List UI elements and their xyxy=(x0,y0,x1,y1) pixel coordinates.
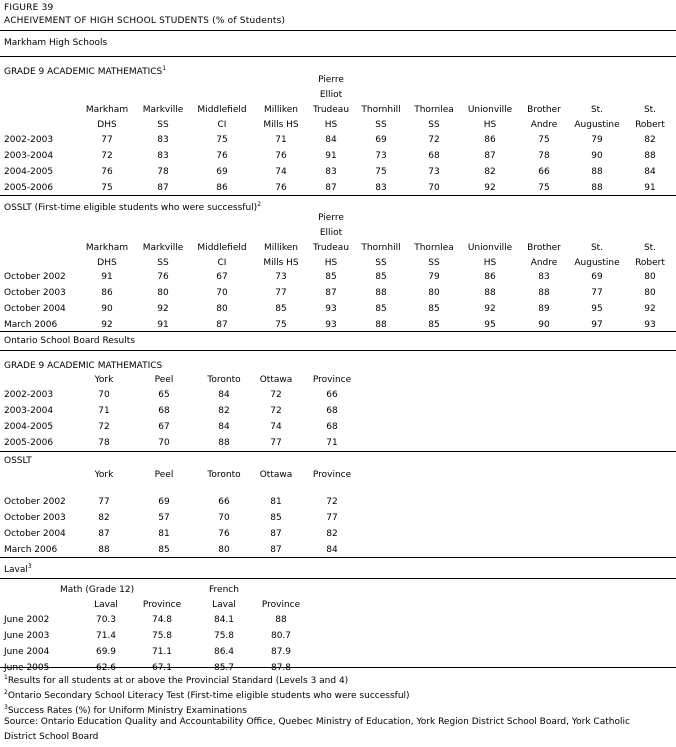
column-header: Toronto xyxy=(207,375,241,385)
table-cell: 83 xyxy=(157,151,169,161)
table-cell: 69 xyxy=(158,497,170,507)
table-cell: 87 xyxy=(98,529,110,539)
divider xyxy=(0,30,676,31)
column-header: Province xyxy=(312,470,352,480)
column-header: Mills HS xyxy=(263,120,299,130)
table-cell: 82 xyxy=(218,406,230,416)
table-cell: 80.7 xyxy=(270,631,292,641)
table-cell: 57 xyxy=(158,513,170,523)
column-header: St. xyxy=(590,243,604,253)
table-cell: 84.1 xyxy=(213,615,235,625)
column-header: Trudeau xyxy=(312,243,350,253)
table-cell: 73 xyxy=(428,167,440,177)
table-cell: 75 xyxy=(101,183,113,193)
table-cell: 75 xyxy=(538,183,550,193)
table-cell: 78 xyxy=(538,151,550,161)
table-cell: 92 xyxy=(644,304,656,314)
table-cell: 90 xyxy=(538,320,550,330)
table-cell: 79 xyxy=(428,272,440,282)
column-header: SS xyxy=(375,258,387,268)
column-header: Peel xyxy=(154,470,174,480)
table-cell: 87.8 xyxy=(270,663,292,673)
figure-title: ACHEIVEMENT OF HIGH SCHOOL STUDENTS (% of Students) xyxy=(4,16,286,26)
table-cell: 70 xyxy=(216,288,228,298)
column-header: Markville xyxy=(142,105,184,115)
table-cell: 91 xyxy=(644,183,656,193)
ontario-math-title: GRADE 9 ACADEMIC MATHEMATICS xyxy=(4,361,163,371)
column-header: Laval xyxy=(94,600,118,610)
column-header: Augustine xyxy=(574,258,620,268)
table-cell: 88 xyxy=(375,320,387,330)
table-cell: 87 xyxy=(325,288,337,298)
divider xyxy=(0,557,676,558)
table-cell: 86 xyxy=(484,135,496,145)
footnote: $^2$Ontario Secondary School Literacy Test (First-time eligible students who were successful) xyxy=(4,689,410,701)
column-header: Brother xyxy=(527,105,561,115)
table-cell: 92 xyxy=(484,304,496,314)
table-cell: 69 xyxy=(216,167,228,177)
table-cell: 77 xyxy=(275,288,287,298)
column-header: Toronto xyxy=(207,470,241,480)
table-cell: 77 xyxy=(270,438,282,448)
table-cell: 83 xyxy=(375,183,387,193)
row-label: 2004-2005 xyxy=(4,422,54,432)
table-cell: 88 xyxy=(484,288,496,298)
table-cell: 86.4 xyxy=(213,647,235,657)
table-cell: 68 xyxy=(428,151,440,161)
table-cell: 75 xyxy=(375,167,387,177)
row-label: 2005-2006 xyxy=(4,438,54,448)
table-cell: 81 xyxy=(270,497,282,507)
row-label: October 2002 xyxy=(4,497,66,507)
table-cell: 78 xyxy=(98,438,110,448)
table-cell: 73 xyxy=(275,272,287,282)
column-header: Middlefield xyxy=(197,243,247,253)
table-cell: 92 xyxy=(101,320,113,330)
table-cell: 95 xyxy=(591,304,603,314)
ontario-osslt-title: OSSLT xyxy=(4,456,32,466)
column-header: York xyxy=(94,470,114,480)
column-header: SS xyxy=(157,120,169,130)
table-cell: 85 xyxy=(428,320,440,330)
table-cell: 88 xyxy=(644,151,656,161)
column-header: Province xyxy=(142,600,182,610)
table-cell: 83 xyxy=(538,272,550,282)
column-header: Unionville xyxy=(467,105,513,115)
column-header: Thornhill xyxy=(361,105,401,115)
table-cell: 85 xyxy=(275,304,287,314)
column-header: Pierre xyxy=(318,75,344,85)
column-header: Andre xyxy=(530,120,558,130)
column-header: St. xyxy=(643,243,657,253)
divider xyxy=(0,451,676,452)
table-cell: 80 xyxy=(644,288,656,298)
column-header: SS xyxy=(428,120,440,130)
column-header: DHS xyxy=(97,258,117,268)
column-header: Pierre xyxy=(318,213,344,223)
footnote: $^1$Results for all students at or above the Provincial Standard (Levels 3 and 4) xyxy=(4,674,349,686)
table-cell: 72 xyxy=(98,422,110,432)
table-cell: 80 xyxy=(216,304,228,314)
row-label: 2003-2004 xyxy=(4,151,54,161)
markham-osslt-title: OSSLT (First-time eligible students who were successful)$^2$ xyxy=(4,201,262,213)
source-line: District School Board xyxy=(4,732,99,742)
table-cell: 66 xyxy=(538,167,550,177)
laval-title: Laval$^3$ xyxy=(4,563,32,575)
column-header: HS xyxy=(483,258,497,268)
table-cell: 71.1 xyxy=(151,647,173,657)
table-cell: 67 xyxy=(158,422,170,432)
table-cell: 84 xyxy=(325,135,337,145)
table-cell: 80 xyxy=(428,288,440,298)
table-cell: 85 xyxy=(270,513,282,523)
table-cell: 69 xyxy=(591,272,603,282)
table-cell: 77 xyxy=(98,497,110,507)
row-label: June 2005 xyxy=(4,663,50,673)
table-cell: 88 xyxy=(538,288,550,298)
column-header: Milliken xyxy=(264,243,298,253)
table-cell: 70 xyxy=(428,183,440,193)
column-header: HS xyxy=(324,258,338,268)
table-cell: 84 xyxy=(218,390,230,400)
table-cell: 70 xyxy=(158,438,170,448)
table-cell: 66 xyxy=(218,497,230,507)
column-header: Province xyxy=(261,600,301,610)
row-label: 2005-2006 xyxy=(4,183,54,193)
footnote: $^3$Success Rates (%) for Uniform Ministry Examinations xyxy=(4,704,247,716)
table-cell: 72 xyxy=(101,151,113,161)
row-label: October 2003 xyxy=(4,288,66,298)
divider xyxy=(0,195,676,196)
table-cell: 92 xyxy=(157,304,169,314)
laval-group-math: Math (Grade 12) xyxy=(60,585,135,595)
column-header: St. xyxy=(643,105,657,115)
table-cell: 87.9 xyxy=(270,647,292,657)
table-cell: 87 xyxy=(157,183,169,193)
table-cell: 93 xyxy=(644,320,656,330)
column-header: Robert xyxy=(635,120,665,130)
table-cell: 82 xyxy=(98,513,110,523)
table-cell: 86 xyxy=(101,288,113,298)
table-cell: 87 xyxy=(270,545,282,555)
divider xyxy=(0,578,676,579)
row-label: October 2004 xyxy=(4,529,66,539)
table-cell: 77 xyxy=(326,513,338,523)
source-line: Source: Ontario Education Quality and Accountability Office, Quebec Ministry of Education, York Region District School Board, York Catholic xyxy=(4,717,630,727)
table-cell: 69 xyxy=(375,135,387,145)
column-header: HS xyxy=(324,120,338,130)
column-header: Elliot xyxy=(319,228,343,238)
row-label: June 2003 xyxy=(4,631,50,641)
column-header: Peel xyxy=(154,375,174,385)
markham-math-title: GRADE 9 ACADEMIC MATHEMATICS$^1$ xyxy=(4,65,167,77)
table-cell: 70 xyxy=(218,513,230,523)
column-header: St. xyxy=(590,105,604,115)
table-cell: 76 xyxy=(101,167,113,177)
table-cell: 84 xyxy=(218,422,230,432)
table-cell: 91 xyxy=(325,151,337,161)
table-cell: 80 xyxy=(644,272,656,282)
table-cell: 88 xyxy=(375,288,387,298)
table-cell: 75 xyxy=(216,135,228,145)
table-cell: 87 xyxy=(325,183,337,193)
row-label: 2004-2005 xyxy=(4,167,54,177)
table-cell: 82 xyxy=(484,167,496,177)
column-header: Ottawa xyxy=(259,375,293,385)
column-header: SS xyxy=(157,258,169,268)
column-header: Thornlea xyxy=(414,243,454,253)
table-cell: 87 xyxy=(216,320,228,330)
table-cell: 67 xyxy=(216,272,228,282)
table-cell: 62.6 xyxy=(95,663,117,673)
row-label: 2002-2003 xyxy=(4,390,54,400)
table-cell: 80 xyxy=(157,288,169,298)
table-cell: 71 xyxy=(326,438,338,448)
table-cell: 70.3 xyxy=(95,615,117,625)
table-cell: 78 xyxy=(157,167,169,177)
table-cell: 84 xyxy=(326,545,338,555)
table-cell: 91 xyxy=(157,320,169,330)
section-title-ontario: Ontario School Board Results xyxy=(4,336,135,346)
table-cell: 80 xyxy=(218,545,230,555)
table-cell: 81 xyxy=(158,529,170,539)
table-cell: 71.4 xyxy=(95,631,117,641)
table-cell: 76 xyxy=(216,151,228,161)
column-header: Ottawa xyxy=(259,470,293,480)
column-header: Robert xyxy=(635,258,665,268)
table-cell: 95 xyxy=(484,320,496,330)
row-label: June 2002 xyxy=(4,615,50,625)
table-cell: 76 xyxy=(157,272,169,282)
column-header: Elliot xyxy=(319,90,343,100)
column-header: Thornlea xyxy=(414,105,454,115)
table-cell: 73 xyxy=(375,151,387,161)
table-cell: 91 xyxy=(101,272,113,282)
table-cell: 77 xyxy=(101,135,113,145)
table-cell: 76 xyxy=(275,151,287,161)
table-cell: 76 xyxy=(275,183,287,193)
column-header: York xyxy=(94,375,114,385)
table-cell: 72 xyxy=(270,406,282,416)
table-cell: 75 xyxy=(275,320,287,330)
table-cell: 72 xyxy=(326,497,338,507)
table-cell: 71 xyxy=(98,406,110,416)
table-cell: 88 xyxy=(275,615,287,625)
table-cell: 72 xyxy=(270,390,282,400)
table-cell: 88 xyxy=(591,167,603,177)
table-cell: 85.7 xyxy=(213,663,235,673)
row-label: 2003-2004 xyxy=(4,406,54,416)
row-label: October 2003 xyxy=(4,513,66,523)
figure-label: FIGURE 39 xyxy=(4,3,54,13)
table-cell: 88 xyxy=(591,183,603,193)
table-cell: 68 xyxy=(158,406,170,416)
divider xyxy=(0,667,676,668)
column-header: Augustine xyxy=(574,120,620,130)
laval-group-french: French xyxy=(209,585,239,595)
table-cell: 67.1 xyxy=(151,663,173,673)
table-cell: 77 xyxy=(591,288,603,298)
divider xyxy=(0,350,676,351)
table-cell: 85 xyxy=(428,304,440,314)
section-title-markham: Markham High Schools xyxy=(4,38,108,48)
table-cell: 75 xyxy=(538,135,550,145)
table-cell: 93 xyxy=(325,304,337,314)
column-header: Unionville xyxy=(467,243,513,253)
divider xyxy=(0,56,676,57)
column-header: Markham xyxy=(85,105,129,115)
row-label: March 2006 xyxy=(4,545,58,555)
table-cell: 85 xyxy=(375,304,387,314)
table-cell: 86 xyxy=(484,272,496,282)
table-cell: 89 xyxy=(538,304,550,314)
table-cell: 90 xyxy=(101,304,113,314)
table-cell: 88 xyxy=(218,438,230,448)
table-cell: 85 xyxy=(325,272,337,282)
column-header: Middlefield xyxy=(197,105,247,115)
column-header: DHS xyxy=(97,120,117,130)
column-header: Markville xyxy=(142,243,184,253)
table-cell: 79 xyxy=(591,135,603,145)
row-label: March 2006 xyxy=(4,320,58,330)
row-label: October 2004 xyxy=(4,304,66,314)
column-header: CI xyxy=(217,120,227,130)
table-cell: 74 xyxy=(270,422,282,432)
column-header: HS xyxy=(483,120,497,130)
table-cell: 82 xyxy=(326,529,338,539)
table-cell: 74 xyxy=(275,167,287,177)
table-cell: 68 xyxy=(326,406,338,416)
column-header: Laval xyxy=(212,600,236,610)
table-cell: 85 xyxy=(158,545,170,555)
column-header: SS xyxy=(428,258,440,268)
table-cell: 87 xyxy=(484,151,496,161)
table-cell: 83 xyxy=(325,167,337,177)
table-cell: 83 xyxy=(157,135,169,145)
column-header: Thornhill xyxy=(361,243,401,253)
column-header: Brother xyxy=(527,243,561,253)
column-header: Andre xyxy=(530,258,558,268)
table-cell: 97 xyxy=(591,320,603,330)
table-cell: 65 xyxy=(158,390,170,400)
divider xyxy=(0,331,676,332)
table-cell: 70 xyxy=(98,390,110,400)
table-cell: 85 xyxy=(375,272,387,282)
row-label: October 2002 xyxy=(4,272,66,282)
table-cell: 72 xyxy=(428,135,440,145)
column-header: SS xyxy=(375,120,387,130)
table-cell: 87 xyxy=(270,529,282,539)
table-cell: 68 xyxy=(326,422,338,432)
column-header: CI xyxy=(217,258,227,268)
column-header: Trudeau xyxy=(312,105,350,115)
row-label: 2002-2003 xyxy=(4,135,54,145)
table-cell: 86 xyxy=(216,183,228,193)
column-header: Milliken xyxy=(264,105,298,115)
column-header: Province xyxy=(312,375,352,385)
row-label: June 2004 xyxy=(4,647,50,657)
table-cell: 90 xyxy=(591,151,603,161)
table-cell: 92 xyxy=(484,183,496,193)
column-header: Mills HS xyxy=(263,258,299,268)
table-cell: 84 xyxy=(644,167,656,177)
column-header: Markham xyxy=(85,243,129,253)
table-cell: 82 xyxy=(644,135,656,145)
table-cell: 75.8 xyxy=(213,631,235,641)
table-cell: 71 xyxy=(275,135,287,145)
table-cell: 66 xyxy=(326,390,338,400)
table-cell: 88 xyxy=(98,545,110,555)
table-cell: 69.9 xyxy=(95,647,117,657)
table-cell: 75.8 xyxy=(151,631,173,641)
table-cell: 74.8 xyxy=(151,615,173,625)
table-cell: 76 xyxy=(218,529,230,539)
table-cell: 93 xyxy=(325,320,337,330)
